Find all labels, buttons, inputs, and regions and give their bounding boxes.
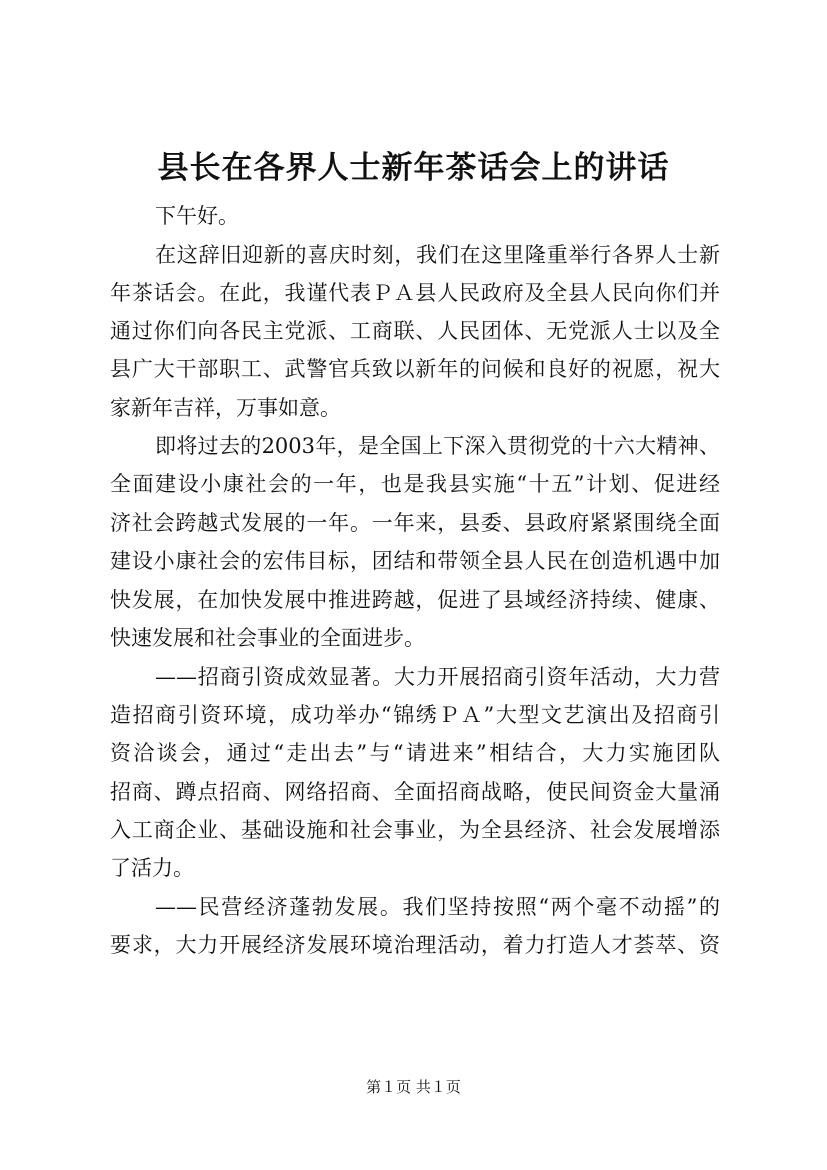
body-line: 快速发展和社会事业的全面进步。 [110, 626, 425, 650]
body-line: 全面建设小康社会的一年，也是我县实施“十五”计划、促进经 [110, 472, 720, 496]
body-line: 招商、蹲点招商、网络招商、全面招商战略，使民间资金大量涌 [110, 780, 720, 804]
body-line: ——招商引资成效显著。大力开展招商引资年活动，大力营 [155, 665, 720, 689]
body-line: 下午好。 [155, 204, 239, 228]
body-line: 通过你们向各民主党派、工商联、人民团体、无党派人士以及全 [110, 319, 720, 343]
page-footer: 第１页 共１页 [366, 1078, 461, 1096]
body-line: 在这辞旧迎新的喜庆时刻，我们在这里隆重举行各界人士新 [155, 243, 720, 267]
body-line: 济社会跨越式发展的一年。一年来，县委、县政府紧紧围绕全面 [110, 511, 720, 535]
body-line: 家新年吉祥，万事如意。 [110, 396, 341, 420]
body-line: 造招商引资环境，成功举办“锦绣ＰＡ”大型文艺演出及招商引 [110, 703, 720, 727]
body-line: 建设小康社会的宏伟目标，团结和带领全县人民在创造机遇中加 [110, 549, 720, 573]
body-line: 资洽谈会，通过“走出去”与“请进来”相结合，大力实施团队 [110, 741, 720, 765]
document-title: 县长在各界人士新年茶话会上的讲话 [157, 150, 670, 186]
body-line: ——民营经济蓬勃发展。我们坚持按照“两个毫不动摇”的 [155, 895, 720, 919]
body-line: 年茶话会。在此，我谨代表ＰＡ县人民政府及全县人民向你们并 [110, 281, 720, 305]
body-line: 要求，大力开展经济发展环境治理活动，着力打造人才荟萃、资 [110, 933, 720, 957]
body-line: 快发展，在加快发展中推进跨越，促进了县域经济持续、健康、 [110, 588, 720, 612]
body-line: 县广大干部职工、武警官兵致以新年的问候和良好的祝愿，祝大 [110, 357, 720, 381]
body-line: 了活力。 [110, 856, 194, 880]
body-line: 入工商企业、基础设施和社会事业，为全县经济、社会发展增添 [110, 818, 720, 842]
body-line: 即将过去的2003年，是全国上下深入贯彻党的十六大精神、 [155, 434, 720, 458]
